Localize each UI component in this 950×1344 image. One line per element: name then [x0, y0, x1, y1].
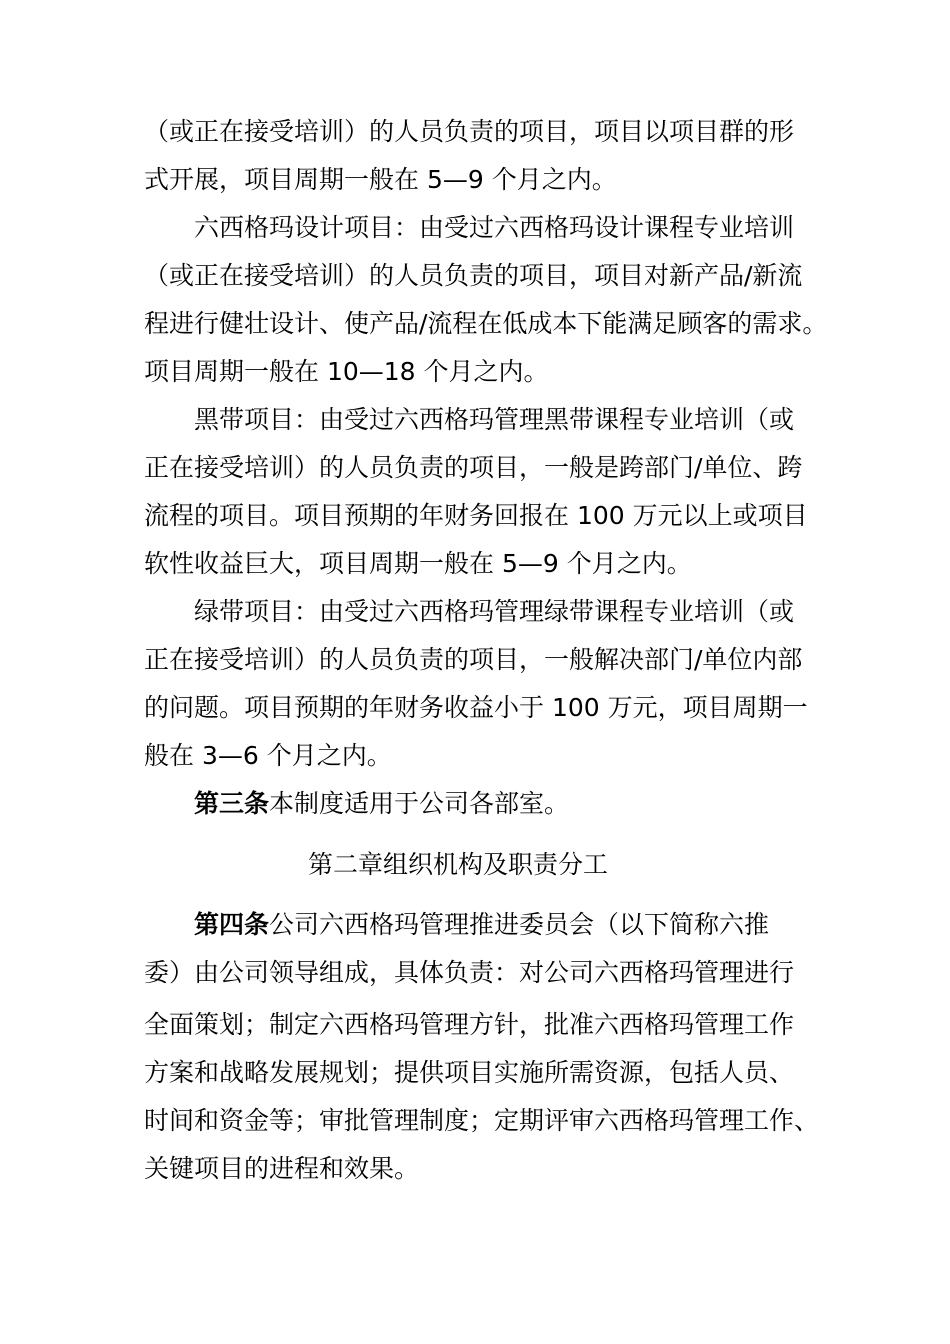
article-3	[194, 780, 950, 828]
text-line: 时间和资金等；审批管理制度；定期评审六西格玛管理工作、	[144, 1106, 820, 1135]
text-line: 流程的项目。项目预期的年财务回报在 100 万元以上或项目	[144, 501, 808, 530]
text-line: 全面策划；制定六西格玛管理方针，批准六西格玛管理工作	[144, 1010, 795, 1039]
text-line: 关键项目的进程和效果。	[144, 1154, 420, 1183]
paragraph-design-project: 六西格玛设计项目：由受过六西格玛设计课程专业培训	[194, 213, 795, 242]
text-line: 正在接受培训）的人员负责的项目，一般是跨部门/单位、跨	[144, 453, 803, 482]
text-line: （或正在接受培训）的人员负责的项目，项目以项目群的形	[144, 117, 795, 146]
text-line: 正在接受培训）的人员负责的项目，一般解决部门/单位内部	[144, 645, 803, 674]
text-line: （或正在接受培训）的人员负责的项目，项目对新产品/新流	[144, 261, 803, 290]
text-line: 软性收益巨大，项目周期一般在 5—9 个月之内。	[144, 549, 692, 578]
chapter-2-title: 组织机构及职责分工	[383, 850, 609, 879]
text-line: 般在 3—6 个月之内。	[144, 741, 392, 770]
text-line: 方案和战略发展规划；提供项目实施所需资源，包括人员、	[144, 1058, 795, 1087]
text-line: 项目周期一般在 10—18 个月之内。	[144, 357, 549, 386]
article-3-text: 本制度适用于公司各部室。	[269, 789, 570, 818]
article-3-label: 第三条	[194, 789, 270, 818]
text-line: 式开展，项目周期一般在 5—9 个月之内。	[144, 165, 617, 194]
paragraph-green-belt-project: 绿带项目：由受过六西格玛管理绿带课程专业培训（或	[194, 597, 795, 626]
chapter-2-label: 第二章	[308, 850, 384, 879]
text-line: 的问题。项目预期的年财务收益小于 100 万元，项目周期一	[144, 693, 808, 722]
article-4-first-line: 公司六西格玛管理推进委员会（以下简称六推	[269, 910, 770, 939]
text-line: 委）由公司领导组成，具体负责：对公司六西格玛管理进行	[144, 958, 795, 987]
text-line: 程进行健壮设计、使产品/流程在低成本下能满足顾客的需求。	[144, 309, 828, 338]
article-4	[194, 901, 950, 949]
chapter-2-heading	[308, 841, 950, 889]
article-4-label: 第四条	[194, 910, 270, 939]
paragraph-black-belt-project: 黑带项目：由受过六西格玛管理黑带课程专业培训（或	[194, 405, 795, 434]
